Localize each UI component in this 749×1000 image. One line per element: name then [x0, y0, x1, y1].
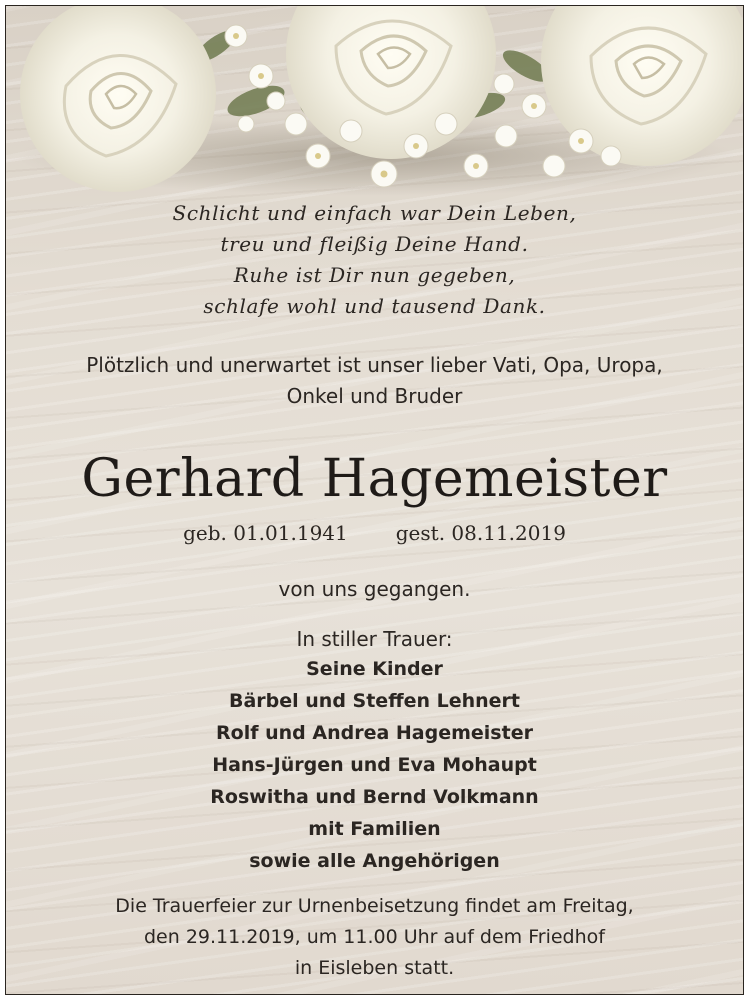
funeral-service-info: [6, 891, 743, 984]
mourner-entry: Seine Kinder: [306, 658, 443, 680]
mourning-heading: In stiller Trauer:: [296, 627, 453, 651]
intro-line: Onkel und Bruder: [286, 384, 463, 408]
service-line: Die Trauerfeier zur Urnenbeisetzung findet am Freitag,: [115, 895, 634, 917]
death-date: gest. 08.11.2019: [395, 521, 566, 545]
obituary-notice: [5, 5, 744, 995]
intro-text: [6, 350, 743, 412]
mourner-entry: Hans-Jürgen und Eva Mohaupt: [212, 754, 537, 776]
birth-date: geb. 01.01.1941: [183, 521, 348, 545]
life-dates: [6, 519, 743, 547]
mourner-entry: Bärbel und Steffen Lehnert: [228, 690, 520, 712]
service-line: den 29.11.2019, um 11.00 Uhr auf dem Friedhof: [144, 926, 605, 948]
poem-line: schlafe wohl und tausend Dank.: [203, 294, 546, 318]
intro-line: Plötzlich und unerwartet ist unser lieber Vati, Opa, Uropa,: [86, 353, 663, 377]
poem-line: Schlicht und einfach war Dein Leben,: [172, 201, 577, 225]
poem-line: Ruhe ist Dir nun gegeben,: [233, 263, 516, 287]
mourner-entry: Rolf und Andrea Hagemeister: [216, 722, 533, 744]
passed-text: von uns gegangen.: [278, 577, 471, 601]
poem-line: treu und fleißig Deine Hand.: [220, 232, 529, 256]
mourners-list: [6, 653, 743, 877]
mourner-entry: mit Familien: [308, 818, 441, 840]
deceased-name: Gerhard Hagemeister: [81, 449, 668, 509]
notice-text: [6, 6, 743, 994]
mourner-entry: sowie alle Angehörigen: [249, 850, 500, 872]
mourner-entry: Roswitha und Bernd Volkmann: [210, 786, 539, 808]
service-line: in Eisleben statt.: [294, 957, 455, 979]
memorial-poem: [6, 198, 743, 322]
